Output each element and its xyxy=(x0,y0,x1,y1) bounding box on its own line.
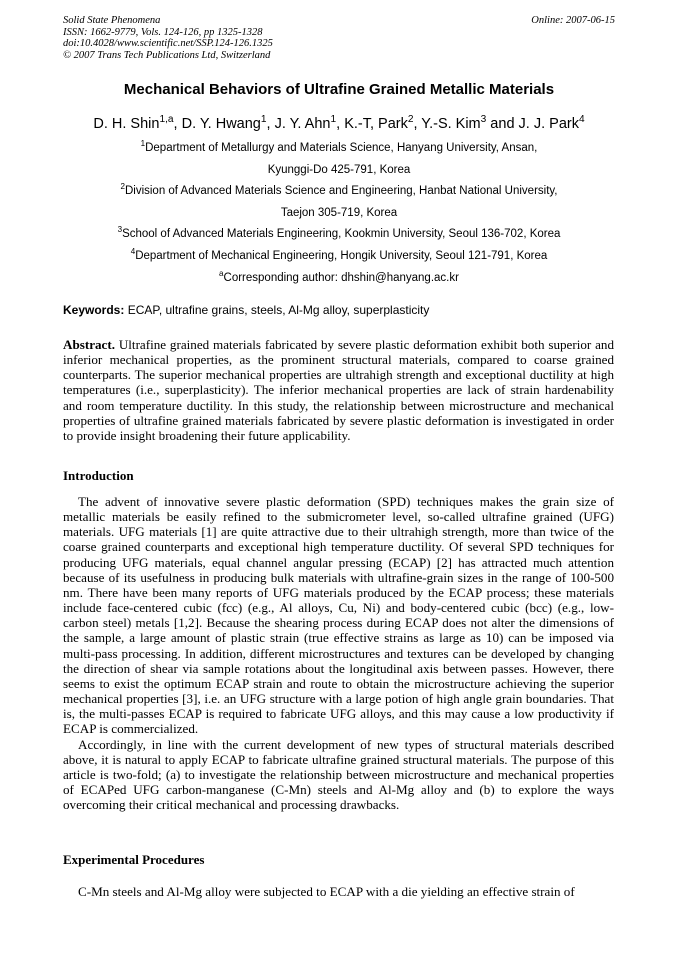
author-name: J. J. Park xyxy=(518,116,579,132)
affiliation-4 xyxy=(0,246,678,268)
keywords-text: ECAP, ultrafine grains, steels, Al-Mg alloy, superplasticity xyxy=(124,303,430,317)
affil-mark: 3 xyxy=(117,225,123,235)
affil-mark: 4 xyxy=(130,247,136,257)
copyright-line: © 2007 Trans Tech Publications Ltd, Switzerland xyxy=(63,49,271,61)
abstract-text: Ultrafine grained materials fabricated by severe plastic deformation exhibit both superior and inferior mechanical properties, as the prominent structural materials, compared to coarse grained counterparts. The superior mechanical properties are ultrahigh strength and exceptional ductility at high temperatures (i.e., superplasticity). The inferior mechanical properties are lack of strain hardenability and room temperature ductility. In this study, the relationship between microstructure and mechanical properties of ultrafine grained materials fabricated by severe plastic deformation is investigated in order to provide insight broadening their future applicability. xyxy=(63,337,614,443)
affiliation-2-cont: Taejon 305-719, Korea xyxy=(280,206,398,219)
keywords xyxy=(63,302,429,318)
author-name: D. Y. Hwang xyxy=(181,116,261,132)
abstract-label: Abstract. xyxy=(63,337,115,352)
affil-text: Department of Metallurgy and Materials Science, Hanyang University, Ansan, xyxy=(145,142,538,154)
experimental-body xyxy=(63,884,614,899)
affil-text: School of Advanced Materials Engineering, Kookmin University, Seoul 136-702, Korea xyxy=(122,228,561,241)
author-affil-mark: 4 xyxy=(578,114,585,126)
author-name: D. H. Shin xyxy=(93,116,160,132)
section-heading-experimental: Experimental Procedures xyxy=(63,852,205,867)
author-separator: , xyxy=(336,116,345,132)
introduction-body xyxy=(63,494,614,812)
affiliation-2 xyxy=(0,181,678,203)
affiliation-1-cont: Kyunggi-Do 425-791, Korea xyxy=(267,163,411,176)
author-and: and xyxy=(486,116,519,132)
author-name: Y.-S. Kim xyxy=(421,116,481,132)
affiliations xyxy=(0,138,678,289)
author-separator: , xyxy=(173,116,182,132)
keywords-label: Keywords: xyxy=(63,303,125,317)
issn-line: ISSN: 1662-9779, Vols. 124-126, pp 1325-1328 xyxy=(63,26,263,38)
author-separator: , xyxy=(413,116,422,132)
author-list xyxy=(0,114,678,134)
journal-name: Solid State Phenomena xyxy=(63,15,161,26)
author-affil-mark: 1 xyxy=(330,114,337,126)
journal-header xyxy=(63,15,273,61)
author-name: J. Y. Ahn xyxy=(274,116,331,132)
affiliation-3 xyxy=(0,224,678,246)
abstract xyxy=(63,337,614,443)
paragraph: The advent of innovative severe plastic deformation (SPD) techniques makes the grain size of metallic materials be easily refined to the submicrometer level, so-called ultrafine grained (UFG) materials. UFG materials [1] are quite attractive due to their ultrahigh strength, more than twice of the coarse grained counterparts and exceptional high temperature ductility. Of several SPD techniques for producing UFG materials, equal channel angular pressing (ECAP) [2] has attracted much attention because of its usefulness in producing bulk materials with ultrafine-grain sizes in the range of 100-500 nm. There have been many reports of UFG materials produced by the ECAP process; these materials include face-centered cubic (fcc) (e.g., Al alloys, Cu, Ni) and body-centered cubic (bcc) (e.g., low-carbon steel) metals [1,2]. Because the shearing process during ECAP does not alter the dimensions of the sample, a large amount of plastic strain (true effective strains as large as 10) can be imposed via multi-pass processing. In addition, different microstructures and textures can be developed by changing the direction of shear via sample rotations about the longitudinal axis between passes. However, there seems to exist the optimum ECAP strain and route to obtain the microstructure achieving the superior mechanical properties [3], i.e. an UFG structure with a large potion of high angle grain boundaries. That is, the multi-passes ECAP is required to fabricate UFG alloys, and this may cause a low productivity if ECAP is commercialized. xyxy=(63,494,614,737)
paper-title: Mechanical Behaviors of Ultrafine Grained Metallic Materials xyxy=(123,81,555,98)
affil-mark: a xyxy=(219,268,224,278)
author-affil-mark: 1 xyxy=(260,114,267,126)
author-separator: , xyxy=(266,116,275,132)
paragraph: C-Mn steels and Al-Mg alloy were subjected to ECAP with a die yielding an effective strain of xyxy=(78,884,575,899)
doi-line: doi:10.4028/www.scientific.net/SSP.124-126.1325 xyxy=(63,38,273,49)
affil-text: Department of Mechanical Engineering, Hongik University, Seoul 121-791, Korea xyxy=(135,249,548,262)
corresponding-email: Corresponding author: dhshin@hanyang.ac.kr xyxy=(223,271,459,284)
author-affil-mark: 3 xyxy=(480,114,487,126)
affil-mark: 2 xyxy=(120,182,125,192)
affil-mark: 1 xyxy=(140,139,146,149)
affil-text: Division of Advanced Materials Science and Engineering, Hanbat National University, xyxy=(124,185,558,198)
corresponding-author xyxy=(0,268,678,290)
section-heading-introduction: Introduction xyxy=(63,468,134,483)
paragraph: Accordingly, in line with the current development of new types of structural materials described above, it is natural to apply ECAP to fabricate ultrafine grained structural materials. The purpose of this article is two-fold; (a) to investigate the relationship between microstructure and mechanical properties of ECAPed UFG carbon-manganese (C-Mn) steels and Al-Mg alloy and (b) to explore the ways overcoming their critical mechanical and processing drawbacks. xyxy=(63,736,614,813)
author-affil-mark: 1,a xyxy=(159,114,174,126)
author-affil-mark: 2 xyxy=(407,114,414,126)
author-name: K.-T, Park xyxy=(344,116,408,132)
online-date: Online: 2007-06-15 xyxy=(531,15,615,26)
affiliation-1 xyxy=(0,138,678,160)
